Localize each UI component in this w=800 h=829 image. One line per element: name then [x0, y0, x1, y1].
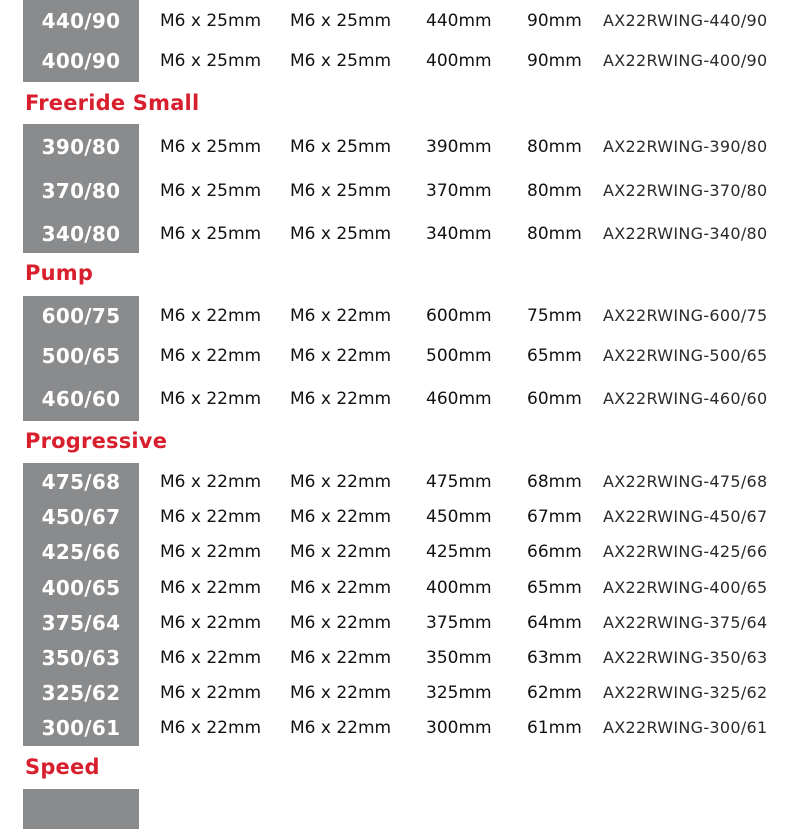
table-row	[0, 713, 800, 743]
wing-size: 460/60	[41, 387, 121, 411]
table-row	[0, 467, 800, 497]
product-sku: AX22RWING-460/60	[603, 389, 768, 408]
rear-screw: M6 x 22mm	[290, 507, 392, 527]
section-title: Progressive	[25, 429, 168, 453]
wing-size: 375/64	[41, 611, 121, 635]
product-sku: AX22RWING-500/65	[603, 346, 768, 365]
section-title: Speed	[25, 755, 100, 779]
wing-chord: 67mm	[527, 507, 582, 527]
wing-span: 500mm	[426, 346, 492, 366]
wing-chord: 80mm	[527, 181, 582, 201]
table-row	[0, 608, 800, 638]
wing-span: 350mm	[426, 648, 492, 668]
product-sku: AX22RWING-400/65	[603, 578, 768, 597]
table-row	[0, 502, 800, 532]
wing-span: 425mm	[426, 542, 492, 562]
wing-span: 460mm	[426, 389, 492, 409]
wing-size: 400/90	[41, 49, 121, 73]
product-sku: AX22RWING-340/80	[603, 224, 768, 243]
rear-screw: M6 x 22mm	[290, 542, 392, 562]
wing-span: 400mm	[426, 578, 492, 598]
wing-span: 400mm	[426, 51, 492, 71]
front-screw: M6 x 22mm	[160, 472, 262, 492]
wing-chord: 90mm	[527, 11, 582, 31]
product-sku: AX22RWING-325/62	[603, 683, 768, 702]
product-sku: AX22RWING-375/64	[603, 613, 768, 632]
front-screw: M6 x 22mm	[160, 542, 262, 562]
table-row	[0, 6, 800, 36]
front-screw: M6 x 22mm	[160, 346, 262, 366]
wing-chord: 61mm	[527, 718, 582, 738]
wing-chord: 62mm	[527, 683, 582, 703]
product-sku: AX22RWING-600/75	[603, 306, 768, 325]
front-screw: M6 x 22mm	[160, 306, 262, 326]
rear-screw: M6 x 22mm	[290, 683, 392, 703]
front-screw: M6 x 22mm	[160, 613, 262, 633]
product-sku: AX22RWING-475/68	[603, 472, 768, 491]
table-row	[0, 573, 800, 603]
table-row	[0, 132, 800, 162]
rear-screw: M6 x 25mm	[290, 181, 392, 201]
wing-size: 500/65	[41, 344, 121, 368]
front-screw: M6 x 22mm	[160, 578, 262, 598]
wing-chord: 65mm	[527, 578, 582, 598]
product-sku: AX22RWING-370/80	[603, 181, 768, 200]
front-screw: M6 x 22mm	[160, 683, 262, 703]
product-sku: AX22RWING-440/90	[603, 11, 768, 30]
wing-chord: 80mm	[527, 137, 582, 157]
rear-screw: M6 x 22mm	[290, 613, 392, 633]
wing-size: 600/75	[41, 304, 121, 328]
table-row	[0, 176, 800, 206]
wing-chord: 68mm	[527, 472, 582, 492]
wing-size: 340/80	[41, 222, 121, 246]
wing-size: 425/66	[41, 540, 121, 564]
table-row	[0, 341, 800, 371]
wing-span: 440mm	[426, 11, 492, 31]
wing-chord: 60mm	[527, 389, 582, 409]
wing-span: 600mm	[426, 306, 492, 326]
wing-size: 400/65	[41, 576, 121, 600]
wing-chord: 64mm	[527, 613, 582, 633]
table-row	[0, 384, 800, 414]
table-row	[0, 643, 800, 673]
size-block-background	[23, 789, 139, 829]
front-screw: M6 x 22mm	[160, 718, 262, 738]
wing-size: 300/61	[41, 716, 121, 740]
front-screw: M6 x 22mm	[160, 648, 262, 668]
wing-size: 450/67	[41, 505, 121, 529]
rear-screw: M6 x 25mm	[290, 224, 392, 244]
table-row	[0, 301, 800, 331]
product-sku: AX22RWING-390/80	[603, 137, 768, 156]
wing-span: 450mm	[426, 507, 492, 527]
rear-screw: M6 x 25mm	[290, 137, 392, 157]
table-row	[0, 678, 800, 708]
front-screw: M6 x 25mm	[160, 51, 262, 71]
wing-chord: 80mm	[527, 224, 582, 244]
product-sku: AX22RWING-350/63	[603, 648, 768, 667]
product-sku: AX22RWING-425/66	[603, 542, 768, 561]
wing-size: 475/68	[41, 470, 121, 494]
wing-chord: 63mm	[527, 648, 582, 668]
rear-screw: M6 x 22mm	[290, 389, 392, 409]
wing-size: 440/90	[41, 9, 121, 33]
wing-span: 390mm	[426, 137, 492, 157]
rear-screw: M6 x 22mm	[290, 306, 392, 326]
wing-size: 370/80	[41, 179, 121, 203]
wing-span: 300mm	[426, 718, 492, 738]
section-title: Pump	[25, 261, 94, 285]
wing-span: 375mm	[426, 613, 492, 633]
wing-span: 325mm	[426, 683, 492, 703]
front-screw: M6 x 25mm	[160, 181, 262, 201]
wing-chord: 75mm	[527, 306, 582, 326]
wing-size: 390/80	[41, 135, 121, 159]
table-row	[0, 46, 800, 76]
product-sku: AX22RWING-300/61	[603, 718, 768, 737]
wing-size: 325/62	[41, 681, 121, 705]
wing-size: 350/63	[41, 646, 121, 670]
product-sku: AX22RWING-400/90	[603, 51, 768, 70]
front-screw: M6 x 25mm	[160, 224, 262, 244]
rear-screw: M6 x 22mm	[290, 346, 392, 366]
rear-screw: M6 x 22mm	[290, 472, 392, 492]
product-sku: AX22RWING-450/67	[603, 507, 768, 526]
wing-span: 370mm	[426, 181, 492, 201]
front-screw: M6 x 22mm	[160, 389, 262, 409]
rear-screw: M6 x 22mm	[290, 578, 392, 598]
table-row	[0, 537, 800, 567]
wing-chord: 90mm	[527, 51, 582, 71]
rear-screw: M6 x 22mm	[290, 718, 392, 738]
rear-screw: M6 x 22mm	[290, 648, 392, 668]
front-screw: M6 x 25mm	[160, 137, 262, 157]
rear-screw: M6 x 25mm	[290, 11, 392, 31]
front-screw: M6 x 22mm	[160, 507, 262, 527]
wing-chord: 66mm	[527, 542, 582, 562]
table-row	[0, 219, 800, 249]
wing-chord: 65mm	[527, 346, 582, 366]
section-title: Freeride Small	[25, 91, 200, 115]
wing-span: 340mm	[426, 224, 492, 244]
front-screw: M6 x 25mm	[160, 11, 262, 31]
rear-screw: M6 x 25mm	[290, 51, 392, 71]
wing-span: 475mm	[426, 472, 492, 492]
